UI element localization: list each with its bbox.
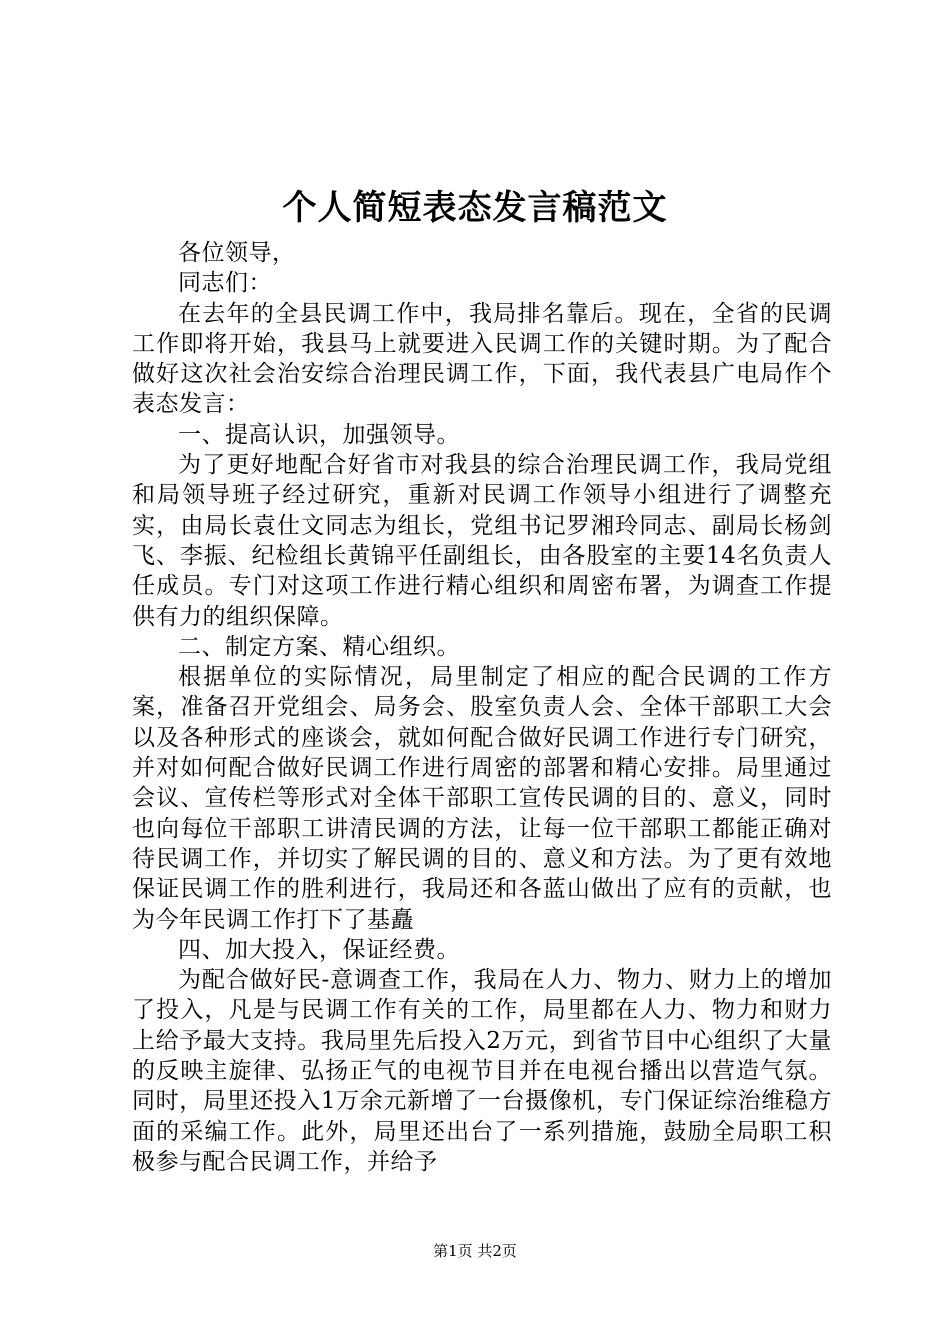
section-heading-4: 四、加大投入，保证经费。	[178, 936, 460, 963]
intro-paragraph: 在去年的全县民调工作中，我局排名靠后。现在，全省的民调工作即将开始，我县马上就要进入民调工作的关键时期。为了配合做好这次社会治安综合治理民调工作，下面，我代表县广电局作个表态发言：	[132, 300, 832, 418]
section-body-2: 根据单位的实际情况，局里制定了相应的配合民调的工作方案，准备召开党组会、局务会、股室负责人会、全体干部职工大会以及各种形式的座谈会，就如何配合做好民调工作进行专门研究，并对如何配合做好民调工作进行周密的部署和精心安排。局里通过会议、宣传栏等形式对全体干部职工宣传民调的目的、意义，同时也向每位干部职工讲清民调的方法，让每一位干部职工都能正确对待民调工作，并切实了解民调的目的、意义和方法。为了更有效地保证民调工作的胜利进行，我局还和各蓝山做出了应有的贡献，也为今年民调工作打下了基矗	[132, 664, 832, 933]
document-body	[132, 238, 832, 1177]
salutation-leaders: 各位领导，	[178, 240, 296, 266]
page-footer: 第1页 共2页	[433, 1242, 517, 1260]
section-heading-1: 一、提高认识，加强领导。	[178, 421, 460, 448]
document-title: 个人简短表态发言稿范文	[282, 188, 668, 228]
section-heading-2: 二、制定方案、精心组织。	[178, 633, 460, 660]
salutation-comrades: 同志们：	[178, 270, 272, 297]
section-body-4: 为配合做好民-意调查工作，我局在人力、物力、财力上的增加了投入，凡是与民调工作有关的工作，局里都在人力、物力和财力上给予最大支持。我局里先后投入2万元，到省节目中心组织了大量的反映主旋律、弘扬正气的电视节目并在电视台播出以营造气氛。同时，局里还投入1万余元新增了一台摄像机，专门保证综治维稳方面的采编工作。此外，局里还出台了一系列措施，鼓励全局职工积极参与配合民调工作，并给予	[132, 967, 832, 1175]
section-body-1: 为了更好地配合好省市对我县的综合治理民调工作，我局党组和局领导班子经过研究，重新对民调工作领导小组进行了调整充实，由局长袁仕文同志为组长，党组书记罗湘玲同志、副局长杨剑飞、李振、纪检组长黄锦平任副组长，由各股室的主要14名负责人任成员。专门对这项工作进行精心组织和周密布署，为调查工作提供有力的组织保障。	[132, 452, 832, 630]
